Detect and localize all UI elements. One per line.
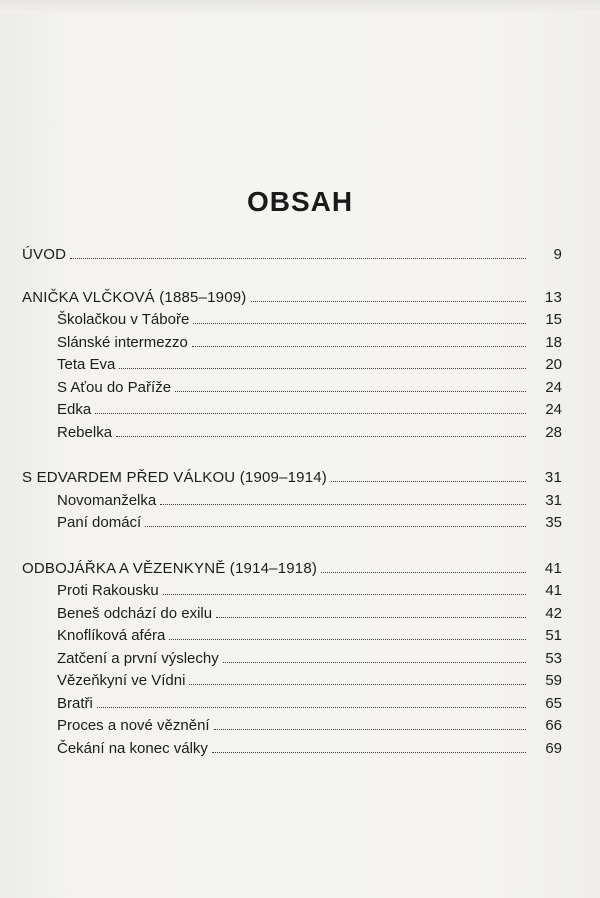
toc-entry-label: ANIČKA VLČKOVÁ (1885–1909): [22, 288, 247, 306]
leader-dots: [223, 662, 526, 663]
leader-dots: [216, 617, 526, 618]
leader-dots: [116, 436, 526, 437]
toc-page-number: 65: [545, 694, 562, 712]
toc-page-number: 18: [545, 333, 562, 351]
toc-entry-label: Paní domácí: [57, 514, 142, 531]
toc-entry-label: S Aťou do Paříže: [57, 378, 172, 396]
toc-chapter-odbojarka: [22, 560, 562, 583]
toc-chapter-uvod: [22, 246, 562, 269]
toc-subentry: [22, 424, 562, 447]
leader-dots: [119, 368, 526, 369]
toc-entry-label: Beneš odchází do exilu: [57, 604, 213, 622]
toc-page-number: 41: [544, 559, 562, 577]
toc-page-number: 28: [545, 423, 562, 441]
leader-dots: [169, 639, 526, 640]
toc-entry-label: Proces a nové věznění: [57, 717, 210, 734]
toc-subentry: [22, 311, 562, 334]
toc-page-number: 69: [545, 739, 562, 757]
toc-entry-label: Teta Eva: [57, 356, 116, 373]
leader-dots: [212, 752, 526, 753]
toc-page-number: 59: [545, 672, 562, 689]
leader-dots: [163, 594, 526, 595]
leader-dots: [193, 323, 526, 324]
toc-page-number: 15: [545, 311, 562, 328]
toc-subentry: [22, 492, 562, 515]
toc-page-number: 31: [545, 491, 562, 509]
leader-dots: [175, 391, 526, 392]
toc-page-number: 24: [545, 401, 562, 418]
toc-entry-label: Školačkou v Táboře: [57, 311, 190, 328]
toc-subentry: [22, 672, 562, 695]
toc-subentry: [22, 379, 562, 402]
toc-subentry: [22, 401, 562, 424]
toc-subentry: [22, 356, 562, 379]
leader-dots: [251, 301, 527, 302]
toc-page-number: 9: [553, 246, 562, 263]
leader-dots: [97, 707, 526, 708]
toc-subentry: [22, 514, 562, 537]
toc-page-number: 42: [545, 604, 562, 622]
toc-entry-label: Vězeňkyní ve Vídni: [57, 672, 186, 689]
toc-entry-label: Proti Rakousku: [57, 582, 159, 599]
toc-subentry: [22, 605, 562, 628]
toc-entry-label: Bratři: [57, 694, 93, 712]
toc-page-number: 66: [545, 717, 562, 734]
toc-page-number: 53: [545, 649, 562, 667]
toc-entry-label: Edka: [57, 401, 92, 418]
toc-subentry: [22, 650, 562, 673]
toc-entry-label: Novomanželka: [57, 491, 157, 509]
toc-subentry: [22, 695, 562, 718]
leader-dots: [331, 481, 526, 482]
leader-dots: [70, 258, 526, 259]
leader-dots: [160, 504, 526, 505]
page-top-edge: [0, 0, 600, 14]
toc-subentry: [22, 627, 562, 650]
toc-entry-label: Slánské intermezzo: [57, 333, 188, 351]
leader-dots: [214, 729, 526, 730]
toc-subentry: [22, 334, 562, 357]
toc-chapter-anicka-vlckova: [22, 289, 562, 312]
toc-entry-label: Čekání na konec války: [57, 739, 208, 757]
toc-page-number: 20: [545, 356, 562, 373]
table-of-contents: [22, 246, 562, 762]
toc-entry-label: S EDVARDEM PŘED VÁLKOU (1909–1914): [22, 469, 327, 486]
toc-chapter-s-edvardem: [22, 469, 562, 492]
toc-entry-label: Knoflíková aféra: [57, 627, 166, 644]
toc-page-number: 13: [544, 288, 562, 306]
toc-entry-label: Rebelka: [57, 423, 113, 441]
toc-subentry: [22, 740, 562, 763]
leader-dots: [189, 684, 526, 685]
toc-page-number: 41: [545, 582, 562, 599]
toc-page-number: 35: [545, 514, 562, 531]
leader-dots: [192, 346, 526, 347]
toc-page-number: 24: [545, 378, 562, 396]
toc-page-number: 51: [545, 627, 562, 644]
leader-dots: [95, 413, 526, 414]
toc-entry-label: ÚVOD: [22, 246, 67, 263]
page-title: OBSAH: [246, 186, 354, 217]
toc-subentry: [22, 582, 562, 605]
toc-page-number: 31: [544, 469, 562, 486]
toc-entry-label: ODBOJÁŘKA A VĚZENKYNĚ (1914–1918): [22, 559, 318, 577]
toc-entry-label: Zatčení a první výslechy: [57, 649, 219, 667]
leader-dots: [145, 526, 526, 527]
leader-dots: [321, 572, 526, 573]
toc-subentry: [22, 717, 562, 740]
